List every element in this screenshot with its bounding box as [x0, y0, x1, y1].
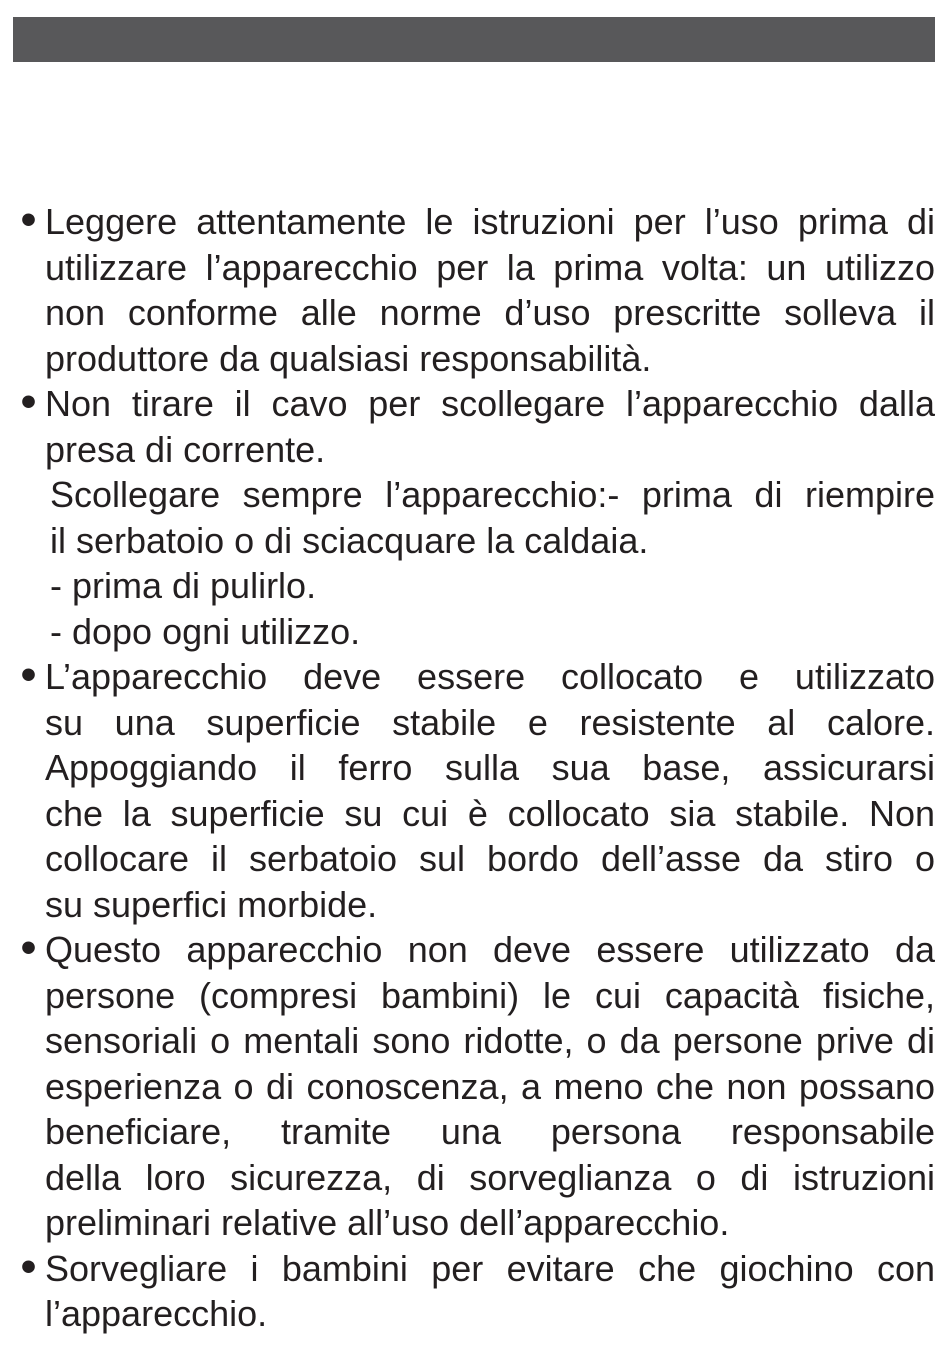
item-text-line: Appoggiando il ferro sulla sua base, assicurarsi: [45, 747, 935, 788]
item-text-line: Sorvegliare i bambini per evitare che giochino con: [45, 1247, 935, 1289]
list-item: [0, 199, 950, 381]
item-text-line: produttore da qualsiasi responsabilità.: [45, 337, 652, 379]
bullet-icon: •: [17, 1247, 41, 1289]
item-text-line: su superfici morbide.: [45, 883, 378, 925]
bullet-icon: •: [17, 929, 41, 970]
list-item: [0, 927, 950, 1246]
item-text-line: sensoriali o mentali sono ridotte, o da persone prive di: [45, 1020, 935, 1061]
item-text-line: preliminari relative all’uso dell’apparecchio.: [45, 1202, 730, 1243]
item-text-line: Leggere attentamente le istruzioni per l’uso prima di: [45, 201, 935, 242]
item-text-line: non conforme alle norme d’uso prescritte solleva il: [45, 292, 935, 333]
item-text-line: beneficiare, tramite una persona responsabile: [45, 1111, 935, 1152]
item-text-line: persone (compresi bambini) le cui capacità fisiche,: [45, 974, 935, 1016]
sub-text-line: - dopo ogni utilizzo.: [50, 610, 361, 652]
list-item: [0, 381, 950, 654]
header-bar: [13, 17, 935, 62]
item-text-line: collocare il serbatoio sul bordo dell’asse da stiro o: [45, 838, 935, 879]
item-text-line: Non tirare il cavo per scollegare l’apparecchio dalla: [45, 383, 935, 424]
bullet-icon: •: [17, 383, 41, 424]
item-text-line: l’apparecchio.: [45, 1293, 268, 1334]
sub-text-line: Scollegare sempre l’apparecchio:- prima di riempire: [50, 474, 935, 515]
sub-text-line: - prima di pulirlo.: [50, 565, 317, 606]
item-text-line: esperienza o di conoscenza, a meno che non possano: [45, 1065, 935, 1107]
item-text-line: su una superficie stabile e resistente al calore.: [45, 701, 935, 743]
item-text-line: L’apparecchio deve essere collocato e utilizzato: [45, 656, 935, 697]
item-text-line: che la superficie su cui è collocato sia stabile. Non: [45, 792, 935, 834]
item-text-line: Questo apparecchio non deve essere utilizzato da: [45, 929, 935, 970]
list-item: [0, 1246, 950, 1337]
item-text-line: utilizzare l’apparecchio per la prima volta: un utilizzo: [45, 246, 935, 288]
bullet-icon: •: [17, 656, 41, 697]
bullet-icon: •: [17, 201, 41, 242]
safety-instructions-list: [0, 199, 950, 1337]
item-text-line: della loro sicurezza, di sorveglianza o di istruzioni: [45, 1156, 935, 1198]
item-text-line: presa di corrente.: [45, 428, 326, 470]
list-item: [0, 654, 950, 927]
sub-text-line: il serbatoio o di sciacquare la caldaia.: [50, 519, 649, 561]
